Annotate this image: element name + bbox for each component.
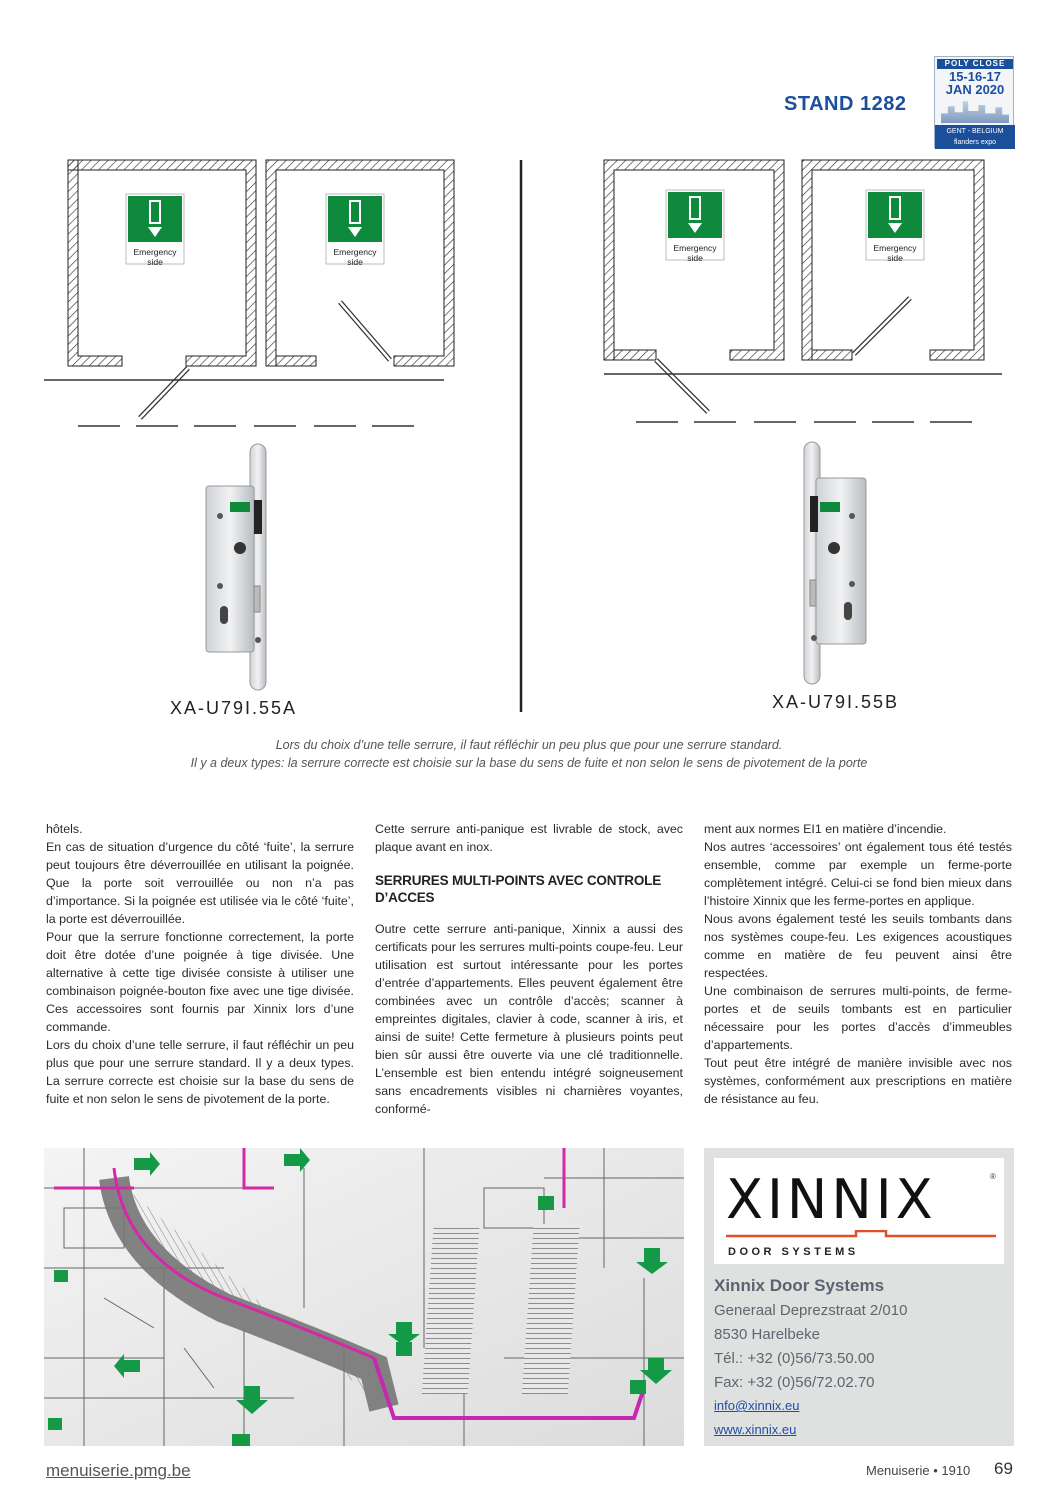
skyline-graphic [941, 99, 1009, 123]
evacuation-floor-plan-photo [44, 1148, 684, 1446]
logo-wordmark: XINNIX [726, 1168, 937, 1231]
diagram-svg [44, 156, 1014, 726]
company-fax: Fax: +32 (0)56/72.02.70 [714, 1374, 875, 1391]
paragraph: Nous avons également testé les seuils tombants dans nos systèmes coupe-feu. Les exigences acoustiques comme en matière de feu peuvent ainsi être respectées. [704, 912, 1012, 980]
right-model-label: XA-U79I.55B [772, 692, 900, 712]
paragraph: Lors du choix d’une telle serrure, il faut réfléchir un peu plus que pour une serrure standard. Il y a deux types. La serrure correcte est choisie sur la base du sens de fuite et non selon le sens de pivotement de la porte. [46, 1038, 354, 1106]
company-address-city: 8530 Harelbeke [714, 1326, 820, 1343]
text-column-2 [375, 820, 683, 1118]
badge-location: GENT - BELGIUM [946, 128, 1004, 135]
registered-mark: ® [990, 1172, 996, 1181]
company-contact-box [704, 1148, 1014, 1446]
left-model-label: XA-U79I.55A [170, 698, 298, 718]
footer-issue: Menuiserie • 1910 [866, 1463, 971, 1478]
text-column-3 [704, 820, 1012, 1108]
paragraph: Tout peut être intégré de manière invisible avec nos systèmes, conformément aux prescriptions en matière de résistance au feu. [704, 1056, 1012, 1106]
left-mortise-lock [206, 444, 266, 690]
footer-site-link[interactable]: menuiserie.pmg.be [46, 1461, 191, 1480]
text-column-1 [46, 820, 354, 1108]
right-mortise-lock [804, 442, 866, 684]
paragraph: Une combinaison de serrures multi-points, de ferme-portes et de seuils tombants est en particulier nécessaire pour les portes d’accès d’immeubles d’appartements. [704, 984, 1012, 1052]
company-address-street: Generaal Deprezstraat 2/010 [714, 1302, 908, 1319]
badge-month: JAN 2020 [945, 82, 1005, 97]
logo-tagline: DOOR SYSTEMS [728, 1246, 859, 1258]
section-heading: SERRURES MULTI-POINTS AVEC CONTROLE D’ACCES [375, 873, 662, 905]
paragraph: hôtels. [46, 822, 83, 836]
badge-location-block [935, 125, 1015, 149]
trade-fair-badge [934, 56, 1014, 148]
door-lock-diagram [44, 156, 1014, 726]
sign-text-4b: side [887, 253, 903, 263]
sign-text-2b: side [347, 257, 363, 267]
paragraph: Outre cette serrure anti-panique, Xinnix a aussi des certificats pour les serrures multi-points coupe-feu. Leur utilisation est surtout intéressante pour les portes d’entrée d’appartements. Elles peuvent également être combinées avec un contrôle d’accès; scanner à empreintes digitales, clavier à code, scanner à iris, et ainsi de suite! Cette fermeture à plusieurs points peut bien sûr aussi être ouverte via une clé traditionnelle. L’ensemble est bien entendu intégré soigneusement sans encadrements visibles ni charnières voyantes, conformé- [375, 922, 683, 1116]
company-website-link[interactable]: www.xinnix.eu [714, 1422, 797, 1437]
sign-text-3b: side [687, 253, 703, 263]
sign-text-4a: Emergency [873, 243, 917, 253]
company-phone: Tél.: +32 (0)56/73.50.00 [714, 1350, 875, 1367]
figure-caption [44, 736, 1014, 772]
xinnix-logo [714, 1158, 1004, 1264]
caption-line-2: Il y a deux types: la serrure correcte est choisie sur la base du sens de fuite et non selon le sens de pivotement de la porte [190, 756, 868, 770]
floor-plan-svg [44, 1148, 684, 1446]
caption-line-1: Lors du choix d’une telle serrure, il faut réfléchir un peu plus que pour une serrure standard. [275, 738, 783, 752]
paragraph: Cette serrure anti-panique est livrable de stock, avec plaque avant en inox. [375, 822, 683, 854]
sign-text-2a: Emergency [333, 247, 377, 257]
sign-text-1b: side [147, 257, 163, 267]
page-number: 69 [994, 1459, 1013, 1478]
paragraph: Pour que la serrure fonctionne correctement, la porte doit être dotée d’une poignée à tige divisée. Une alternative à cette tige divisée consiste à utiliser une combinaison poignée-bouton fixe avec une tige divisée. Ces accessoires sont fournis par Xinnix lors d’une commande. [46, 930, 354, 1034]
logo-underline [726, 1230, 996, 1240]
badge-dates: 15-16-17 [948, 69, 1002, 84]
paragraph: Nos autres ‘accessoires’ ont également tous été testés ensemble, comme par exemple un ferme-porte complètement intégré. Celui-ci se fond bien mieux dans l’histoire Xinnix que les ferme-portes en applique. [704, 840, 1012, 908]
company-email-link[interactable]: info@xinnix.eu [714, 1398, 800, 1413]
badge-brand: POLY CLOSE [937, 59, 1013, 69]
stand-number: STAND 1282 [784, 93, 907, 115]
sign-text-1a: Emergency [133, 247, 177, 257]
sign-text-3a: Emergency [673, 243, 717, 253]
paragraph: ment aux normes EI1 en matière d’incendie. [704, 822, 947, 836]
badge-venue: flanders expo [953, 139, 997, 146]
paragraph: En cas de situation d’urgence du côté ‘fuite’, la serrure peut toujours être déverrouillée en utilisant la poignée. Que la porte soit verrouillée ou non n’a pas d’importance. Si la poignée est utilisée via le côté ‘fuite’, la porte est déverrouillée. [46, 840, 354, 926]
company-name: Xinnix Door Systems [714, 1276, 885, 1295]
